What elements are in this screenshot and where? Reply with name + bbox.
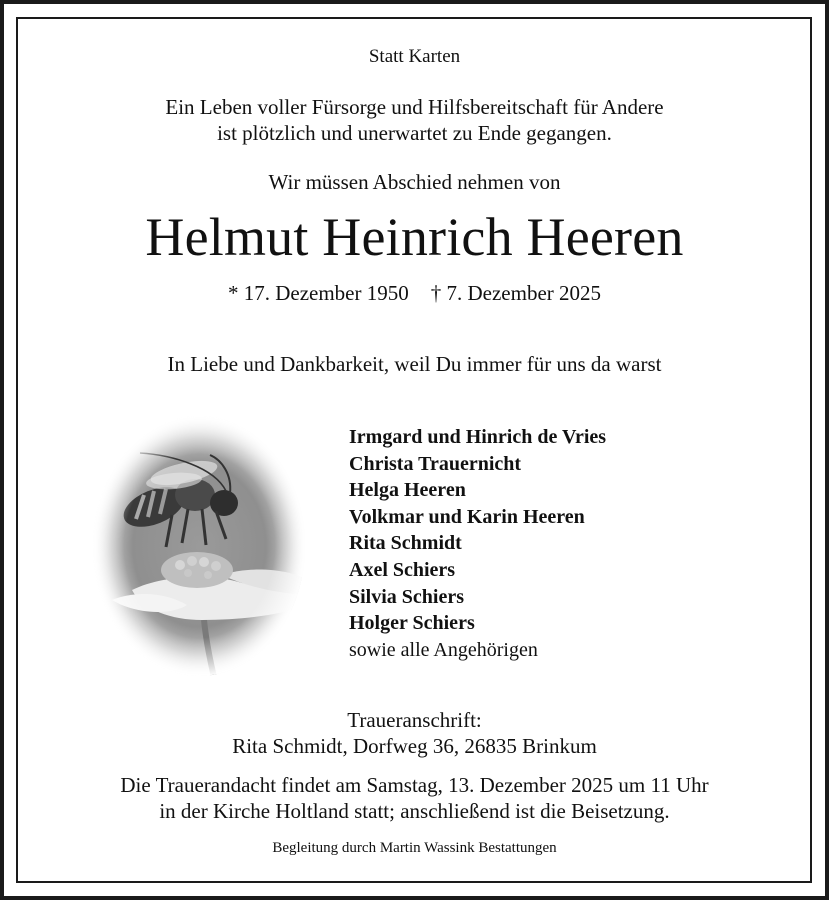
- service-line-2: in der Kirche Holtland statt; anschließend ist die Beisetzung.: [159, 799, 670, 823]
- pre-title: Statt Karten: [368, 46, 461, 67]
- intro-line-2: ist plötzlich und unerwartet zu Ende gegangen.: [217, 121, 612, 145]
- death-date: † 7. Dezember 2025: [430, 281, 602, 305]
- bee-on-flower-photo: [92, 415, 307, 677]
- farewell-line: Wir müssen Abschied nehmen von: [268, 170, 561, 194]
- mourner-name: Holger Schiers: [349, 612, 475, 635]
- address-line: Rita Schmidt, Dorfweg 36, 26835 Brinkum: [232, 734, 597, 758]
- mourner-name: Irmgard und Hinrich de Vries: [349, 426, 607, 448]
- service-line-1: Die Trauerandacht findet am Samstag, 13. Dezember 2025 um 11 Uhr: [120, 773, 709, 797]
- mourners-footer: sowie alle Angehörigen: [349, 638, 538, 661]
- mourner-name: Volkmar und Karin Heeren: [349, 505, 585, 528]
- mourner-name: Axel Schiers: [349, 558, 456, 581]
- intro-line-1: Ein Leben voller Fürsorge und Hilfsbereitschaft für Andere: [165, 95, 664, 119]
- mourner-name: Helga Heeren: [349, 479, 466, 502]
- mourner-name: Christa Trauernicht: [349, 452, 522, 475]
- undertaker-credit: Begleitung durch Martin Wassink Bestattungen: [272, 840, 557, 856]
- mourner-name: Silvia Schiers: [349, 585, 465, 608]
- birth-date: * 17. Dezember 1950: [227, 281, 409, 305]
- address-label: Traueranschrift:: [347, 708, 482, 732]
- tribute-line: In Liebe und Dankbarkeit, weil Du immer für uns da warst: [167, 352, 662, 376]
- mourners-list: [349, 424, 769, 663]
- mourner-name: Rita Schmidt: [349, 532, 462, 555]
- life-dates: [0, 281, 829, 306]
- deceased-name: Helmut Heinrich Heeren: [145, 207, 684, 267]
